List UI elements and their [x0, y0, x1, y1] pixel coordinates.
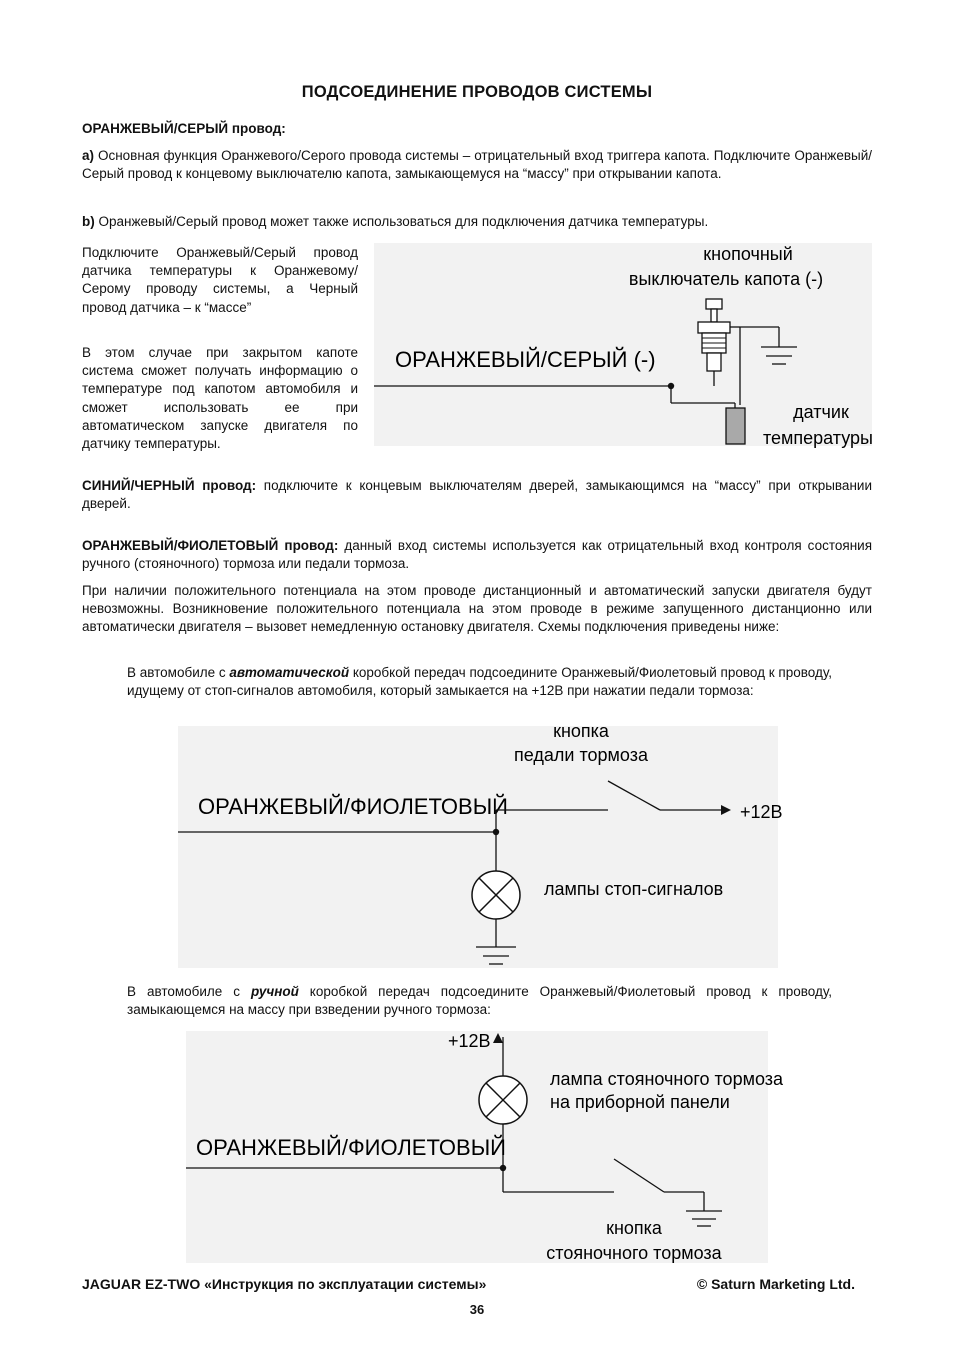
stop-lamp-label: лампы стоп-сигналов — [544, 879, 724, 899]
orange-gray-wire-label: ОРАНЖЕВЫЙ/СЕРЫЙ (-) — [395, 347, 656, 372]
page-number: 36 — [469, 1302, 485, 1317]
manual-gearbox-paragraph — [127, 983, 832, 1019]
auto-text-post: коробкой передач подсоедините Оранжевый/Фиолетовый провод к проводу, идущему от стоп-сигналов автомобиля, который замыкается на +12В при нажатии педали тормоза: — [127, 665, 832, 699]
orange-violet-wire-label: ОРАНЖЕВЫЙ/ФИОЛЕТОВЫЙ — [196, 1135, 506, 1160]
paragraph-b-text: Оранжевый/Серый провод может также использоваться для подключения датчика температуры. — [94, 214, 709, 229]
parking-button-label-line1: кнопка — [606, 1218, 662, 1238]
voltage-label: +12В — [740, 802, 783, 822]
orange-gray-heading: ОРАНЖЕВЫЙ/СЕРЫЙ провод: — [82, 121, 286, 136]
brake-switch-icon — [608, 781, 660, 810]
blue-black-text: подключите к концевым выключателям дверей, замыкающимся на “массу” при открывании дверей. — [82, 478, 872, 512]
arrow-right-icon — [721, 805, 731, 815]
orange-violet-paragraph — [82, 537, 872, 573]
parking-button-label-line2: стояночного тормоза — [546, 1243, 722, 1263]
auto-text-pre: В автомобиле с — [127, 665, 230, 680]
hood-switch-icon — [698, 299, 730, 371]
paragraph-a-text: Основная функция Оранжевого/Серого провода системы – отрицательный вход триггера капота. Подключите Оранжевый/Серый провод к концевому выключателю капота, замыкающемуся на “массу” при открывании капота. — [82, 148, 872, 182]
sensor-label-line1: датчик — [793, 402, 849, 422]
parking-brake-diagram — [186, 1031, 784, 1263]
ground-icon — [686, 1211, 722, 1226]
manual-text-emphasis: ручной — [250, 984, 299, 999]
orange-violet-text: данный вход системы используется как отрицательный вход контроля состояния ручного (стояночного) тормоза или педали тормоза. — [82, 538, 872, 572]
arrow-up-icon — [493, 1033, 503, 1043]
side-paragraph-2: В этом случае при закрытом капоте система сможет получать информацию о температуре под капотом автомобиля и сможет использовать ее при автоматическом запуске двигателя по датчику температуры. — [82, 345, 358, 452]
temperature-sensor-icon — [726, 408, 745, 444]
ground-icon — [476, 947, 516, 964]
label-a: а) — [82, 148, 95, 163]
manual-text-pre: В автомобиле с — [127, 984, 251, 999]
orange-violet-wire-label: ОРАНЖЕВЫЙ/ФИОЛЕТОВЫЙ — [198, 794, 508, 819]
brake-button-label-line1: кнопка — [553, 721, 609, 741]
switch-label-line2: выключатель капота (-) — [628, 269, 824, 289]
orange-violet-heading: ОРАНЖЕВЫЙ/ФИОЛЕТОВЫЙ провод: — [82, 538, 339, 553]
stop-lamp-icon — [472, 871, 520, 919]
label-b: b) — [82, 214, 95, 229]
parking-lamp-label-line1: лампа стояночного тормоза — [550, 1069, 784, 1089]
footer-left: JAGUAR EZ-TWO «Инструкция по эксплуатации системы» — [82, 1276, 487, 1292]
manual-text-post: коробкой передач подсоедините Оранжевый/Фиолетовый провод к проводу, замыкающемся на массу при взведении ручного тормоза: — [127, 984, 832, 1018]
paragraph-b — [82, 213, 872, 231]
parking-lamp-label-line2: на приборной панели — [550, 1092, 730, 1112]
positive-potential-paragraph: При наличии положительного потенциала на этом проводе дистанционный и автоматический запуски двигателя будут невозможны. Возникновение положительного потенциала на этом проводе в режиме запущенного дистанционно или автоматически двигателя – вызовет немедленную остановку двигателя. Схемы подключения приведены ниже: — [82, 583, 872, 635]
brake-button-label-line2: педали тормоза — [514, 745, 648, 765]
parking-lamp-icon — [479, 1076, 527, 1124]
parking-brake-switch-icon — [614, 1159, 664, 1192]
side-paragraph-1: Подключите Оранжевый/Серый провод датчика температуры к Оранжевому/Серому проводу системы, а Черный провод датчика – к “массе” — [82, 245, 358, 315]
hood-switch-diagram — [374, 243, 872, 446]
automatic-gearbox-paragraph — [127, 664, 832, 700]
auto-text-emphasis: автоматической — [229, 665, 350, 680]
voltage-label: +12В — [448, 1031, 491, 1051]
ground-icon — [761, 347, 797, 364]
footer-right: © Saturn Marketing Ltd. — [696, 1276, 855, 1292]
brake-pedal-diagram — [178, 721, 783, 968]
blue-black-paragraph — [82, 477, 872, 513]
blue-black-heading: СИНИЙ/ЧЕРНЫЙ провод: — [82, 478, 257, 493]
switch-label-line1: кнопочный — [703, 244, 793, 264]
sensor-label-line2: температуры — [762, 428, 874, 448]
paragraph-a — [82, 147, 872, 183]
page-title: ПОДСОЕДИНЕНИЕ ПРОВОДОВ СИСТЕМЫ — [301, 83, 653, 101]
